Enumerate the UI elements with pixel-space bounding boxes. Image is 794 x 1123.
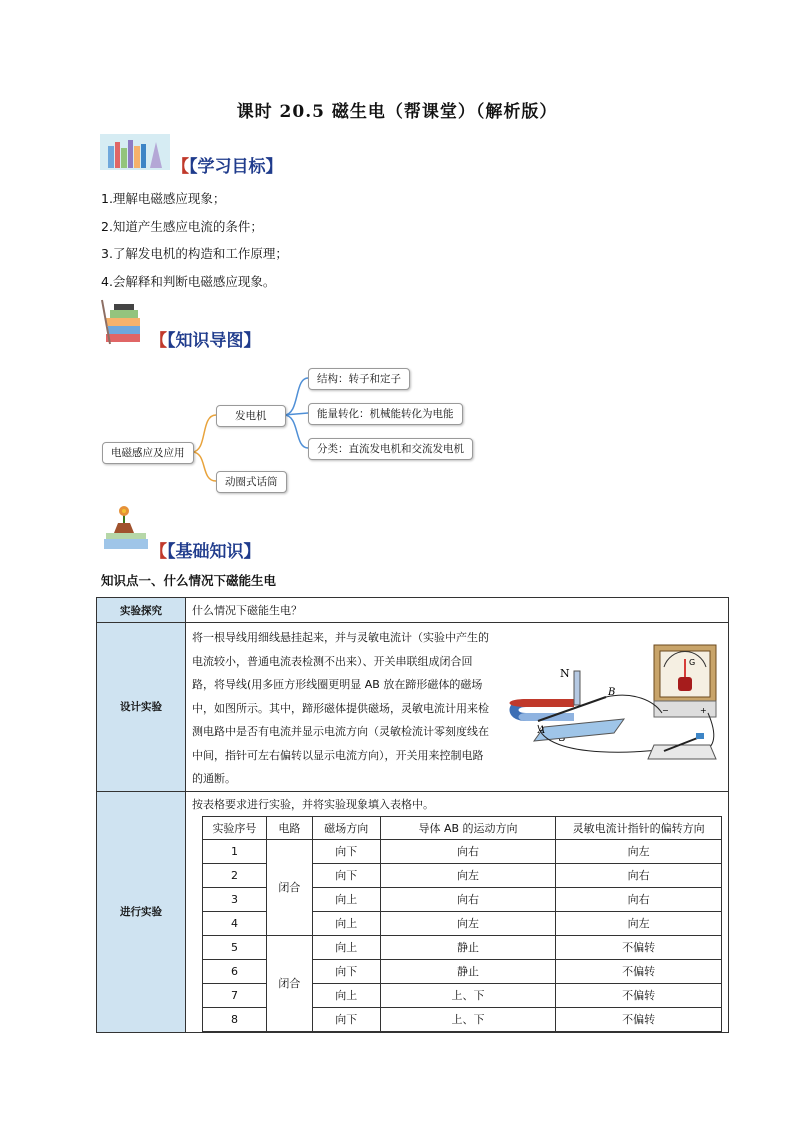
knowledge-point-title: 知识点一、什么情况下磁能生电 xyxy=(101,573,277,588)
table-row xyxy=(97,791,729,1032)
conduct-cell xyxy=(186,791,729,1032)
magnet-label-n: N xyxy=(560,667,570,680)
section-heading-label: 【【基础知识】 xyxy=(150,542,261,562)
table-row xyxy=(203,935,722,959)
deflection-direction: 向右 xyxy=(556,863,722,887)
row-head-design: 设计实验 xyxy=(97,623,186,792)
trial-number: 3 xyxy=(203,887,267,911)
field-direction: 向下 xyxy=(312,959,380,983)
mindmap-leaf-types: 分类：直流发电机和交流发电机 xyxy=(308,438,473,460)
mindmap-leaf-structure: 结构：转子和定子 xyxy=(308,368,410,390)
field-direction: 向下 xyxy=(312,1007,380,1031)
motion-direction: 向右 xyxy=(380,887,556,911)
mindmap-root: 电磁感应及应用 xyxy=(102,442,194,464)
col-header: 磁场方向 xyxy=(312,816,380,839)
motion-direction: 静止 xyxy=(380,959,556,983)
motion-direction: 上、下 xyxy=(380,1007,556,1031)
svg-text:−: − xyxy=(662,706,669,715)
knowledge-mindmap xyxy=(100,360,480,500)
field-direction: 向上 xyxy=(312,983,380,1007)
objectives-list xyxy=(101,185,288,295)
trial-number: 5 xyxy=(203,935,267,959)
objectives-heading-text: 【学习目标】 xyxy=(189,157,283,177)
page-title: 课时 20.5 磁生电（帮课堂）（解析版） xyxy=(236,102,558,122)
col-header: 灵敏电流计指针的偏转方向 xyxy=(556,816,722,839)
col-header: 电路 xyxy=(266,816,312,839)
deflection-direction: 向左 xyxy=(556,839,722,863)
deflection-direction: 向右 xyxy=(556,887,722,911)
mindmap-connectors xyxy=(100,360,480,500)
flower-pot-icon xyxy=(100,505,152,553)
mindmap-leaf-energy: 能量转化：机械能转化为电能 xyxy=(308,403,463,425)
deflection-direction: 不偏转 xyxy=(556,935,722,959)
motion-direction: 向左 xyxy=(380,911,556,935)
books-icon xyxy=(100,132,170,172)
field-direction: 向上 xyxy=(312,887,380,911)
trial-number: 8 xyxy=(203,1007,267,1031)
field-direction: 向上 xyxy=(312,911,380,935)
motion-direction: 向左 xyxy=(380,863,556,887)
section-heading-label: 【【知识导图】 xyxy=(150,331,261,351)
deflection-direction: 不偏转 xyxy=(556,959,722,983)
field-direction: 向上 xyxy=(312,935,380,959)
objective-item: 4.会解释和判断电磁感应现象。 xyxy=(101,273,276,289)
row-head-conduct: 进行实验 xyxy=(97,791,186,1032)
field-direction: 向下 xyxy=(312,839,380,863)
conductor-label-b: B xyxy=(608,687,616,698)
section-basics-heading xyxy=(100,505,360,562)
row-text-question: 什么情况下磁能生电？ xyxy=(186,598,729,623)
field-direction: 向下 xyxy=(312,863,380,887)
table-row xyxy=(97,598,729,623)
trial-number: 1 xyxy=(203,839,267,863)
experiment-table xyxy=(96,597,729,1033)
motion-direction: 静止 xyxy=(380,935,556,959)
deflection-direction: 向左 xyxy=(556,911,722,935)
objective-item: 1.理解电磁感应现象； xyxy=(101,191,226,206)
table-row xyxy=(97,623,729,792)
row-head-explore: 实验探究 xyxy=(97,598,186,623)
circuit-state: 闭合 xyxy=(266,935,312,1031)
objective-item: 2.知道产生感应电流的条件； xyxy=(101,218,263,234)
basics-heading-text: 【基础知识】 xyxy=(167,542,261,562)
results-header-row xyxy=(203,816,722,839)
motion-direction: 向右 xyxy=(380,839,556,863)
book-stack-icon xyxy=(100,298,150,348)
trial-number: 6 xyxy=(203,959,267,983)
design-description: 将一根导线用细线悬挂起来，并与灵敏电流计（实验中产生的电流较小，普通电流表检测不出来）、开关串联组成闭合回路，将导线(用多匝方形线圈更明显 AB 放在蹄形磁体的磁场中，如图所示。其中，蹄形磁体提供磁场，灵敏电流计用来检测电路中是否有电流并显示电流方向（灵敏检流计零刻度线在中间，指针可左右偏转以显示电流方向），开关用来控制电路的通断。 xyxy=(192,631,489,785)
results-table xyxy=(202,816,722,1032)
deflection-direction: 不偏转 xyxy=(556,983,722,1007)
section-objectives-heading xyxy=(100,132,360,182)
mindmap-branch-microphone: 动圈式话筒 xyxy=(216,471,287,493)
conductor-label-a: A xyxy=(538,725,546,736)
trial-number: 7 xyxy=(203,983,267,1007)
deflection-direction: 不偏转 xyxy=(556,1007,722,1031)
experiment-apparatus-diagram xyxy=(504,641,734,771)
trial-number: 4 xyxy=(203,911,267,935)
circuit-state: 闭合 xyxy=(266,839,312,935)
col-header: 实验序号 xyxy=(203,816,267,839)
trial-number: 2 xyxy=(203,863,267,887)
svg-text:+: + xyxy=(700,706,707,715)
galvanometer-label-g: G xyxy=(689,658,696,667)
section-mindmap-heading xyxy=(100,298,360,351)
conduct-intro: 按表格要求进行实验，并将实验现象填入表格中。 xyxy=(192,797,434,811)
objective-item: 3.了解发电机的构造和工作原理； xyxy=(101,246,288,261)
mindmap-heading-text: 【知识导图】 xyxy=(167,331,261,351)
design-cell xyxy=(186,623,729,792)
col-header: 导体 AB 的运动方向 xyxy=(380,816,556,839)
table-row xyxy=(203,839,722,863)
mindmap-branch-generator: 发电机 xyxy=(216,405,286,427)
motion-direction: 上、下 xyxy=(380,983,556,1007)
section-heading-label: 【【学习目标】 xyxy=(172,157,283,177)
